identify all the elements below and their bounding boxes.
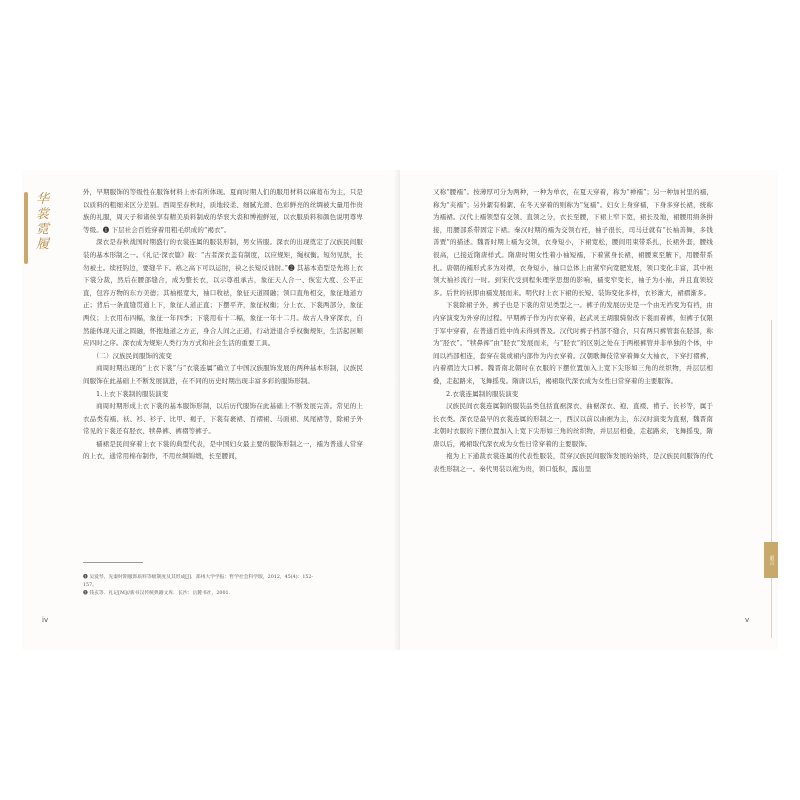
section-tab[interactable]: 前言: [764, 542, 778, 578]
footnote: ❷ 钱玄等．礼记[M]//新书汉传统典籍文库．长沙：岳麓书社，2001．: [83, 591, 234, 596]
paragraph: 商周时期形成上衣下裳的基本服饰形制，以后历代服饰在此基础上不断发展完善。常见的上衣品类有襦、袄、衫、衫子、比甲、褐子，下裳有裹裙、百褶裙、马面裙、凤尾裙等，除裙子外常见的下裳还有胫衣、犊鼻裤、裤褶等裤子。: [83, 402, 363, 436]
edge-hairline: [771, 578, 772, 638]
paragraph: 深衣是春秋战国时期盛行的衣裳连属的服装形制，男女皆服。深衣的出现奠定了汉族民间服装的基本形制之一。《礼记·深衣篇》载：“古者深衣盖有制度，以应规矩，绳权衡。短勿见肤，长勿被土。续衽钩边，要缝半下。袼之高下可以运肘，袂之长短反诎肘。”❷ 其基本造型是先将上衣下裳分裁，然后在腰部缝合，成为整长衣，以示尊祖承古，象征天人合一、恢宏大度、公平正直，包容万物的东方美德；其袖根宽大，袖口收祛，象征天道圆融；领口直角相交，象征地道方正；背后一条直缝贯通上下，象征人道正直；下摆平齐，象征权衡；分上衣、下裳两部分，象征两仪；上衣用布四幅，象征一年四季；下裳用布十二幅，象征一年十二月。故古人身穿深衣，自然能体现天道之圆融，怀抱地道之方正，身合人间之正道，行动进退合乎权衡规矩，生活起居顺应四时之序。深衣成为规矩人类行为方式和社会生活的重要工具。: [83, 238, 363, 348]
page-number-right: v: [745, 616, 750, 624]
footnote-rule: [83, 562, 143, 563]
edge-hairline: [771, 320, 772, 542]
ornament-char: 霓: [36, 222, 50, 237]
paragraph: 商周时期出现的“上衣下裳”与“衣裳连属”确立了中国汉族服饰发展的两种基本形制，汉族民间服饰在此基础上不断发展演进，在不同的历史时期出现丰富多彩的服饰形制。: [83, 364, 363, 385]
right-page: [400, 170, 778, 650]
book-spread: [22, 170, 778, 650]
chapter-ornament: [22, 192, 68, 268]
subsection-heading: 1.上衣下裳制的服装演变: [96, 389, 169, 398]
paragraph: 襦裙是民间穿着上衣下裳的典型代表，是中国妇女最主要的服饰形制之一，襦为普通人常穿的上衣，通常用棉布制作，不用丝绸锦缎，长至腰间，: [83, 439, 363, 461]
page-number-left: iv: [42, 616, 49, 624]
paragraph: 袍为上下通裁衣裳连属的代表性服装，贯穿汉族民间服饰发展的始终，是汉族民间服饰的代表性形制之一。秦代男装以袍为贵，领口低积，露出里: [433, 452, 713, 474]
paragraph: 汉族民间衣裳连属制的服装品类包括直裾深衣、曲裾深衣、袍、直裰、褙子、长衫等，属于长衣类。深衣是最早的衣裳连属的形制之一，西汉以前以曲裾为主，东汉时演变为直裾，魏晋南北朝时衣服的下摆位置加入上宽下尖形如三角的丝织物，并层层相叠，走起路来，飞舞摇曳，隋唐以后，褐裙取代深衣成为女性日常穿着的主要服饰。: [433, 402, 713, 448]
ornament-char: 裳: [36, 207, 50, 222]
footnote: ❶ 吴爱琴、先秦时期服饰质料等级制度及其形成[J]．郑州大学学报：哲学社会科学版，2012，45(4)：152-157。: [83, 575, 314, 588]
ornament-char: 履: [36, 237, 50, 252]
section-heading: （二）汉族民间服饰的流变: [92, 351, 172, 360]
footnotes: [83, 574, 323, 598]
right-text-column: [433, 186, 713, 476]
ornament-char: 华: [36, 192, 50, 207]
left-text-column: [83, 186, 363, 463]
paragraph-continued: 外，早期服饰的等级性在服饰材料上亦有所体现。夏商时期人们的服用材料以麻葛布为主，只是以质料的粗细来区分差别。西周至春秋时，质地较柔、细腻光滑、色彩鲜亮的丝绸被大量用作贵族的礼服，周天子和诸侯享有精美质料制成的华衮大裘和博袍鲜冠，以衣服质料和颜色说明尊卑等级。❶ 下层社会百姓穿着用粗毛织成的“褐衣”。: [83, 188, 363, 234]
paragraph-continued: 又称“腰襦”。按薄厚可分为两种，一种为单衣，在夏天穿着，称为“禅襦”；另一种加衬里的襦，称为“夹襦”；另外絮有棉絮、在冬天穿着的则称为“复襦”。妇女上身穿襦，下身多穿长裙，统称为襦裙。汉代上襦领型有交领、直领之分，衣长至腰，下裙上窄下宽，裙长及地，裙腰用绢条拼接，用腰部系带固定下裙。秦汉时期的襦为交领右衽，袖子很长，司马迁就有“长袖善舞，多钱善贾”的描述。魏晋时期上襦为交领，衣身短小，下裙宽松，腰间用束带系扎，长裙外套，腰线很高，已接近隋唐样式。隋唐时期女性着小袖短襦，下着紧身长裙，裙腰束至腋下，用腰带系扎。唐朝的襦形式多为对襟，衣身短小，袖口总体上由紧窄向宽肥发展，领口变化丰富，其中袒领大袖衫流行一时。到宋代受到程朱理学思想的影响，襦变窄变长，袖子为小袖，并且直领较多。后世的袄即由襦发展而来。明代时上衣下裙的长短、装饰变化多样，衣衫渐大，裙褶渐多。: [433, 188, 713, 297]
ornament-title: [36, 192, 52, 252]
paragraph: 下裳除裙子外，裤子也是下裳的常见类型之一。裤子的发展历史是一个由无裆变为有裆，由内穿演变为外穿的过程。早期裤子作为内衣穿着，赵武灵王胡服骑射改下裳而着裤，但裤子仅限于军中穿着，在普通百姓中尚未得到普及。汉代时裤子档部不缝合，只有两只裤管套在胫部，称为“胫衣”。“犊鼻裈”由“胫衣”发展而来，与“胫衣”的区别之处在于两根裤管并非单独的个体，中间以裆部相连，套穿在裳或裙内部作为内衣穿着。汉朝歌舞伎常穿着舞女大袖衣，下穿打褶裤，内着褶边大口裤。魏晋南北朝时在衣服的下摆位置加入上宽下尖形如三角的丝织物，并层层相叠，走起路来，飞舞摇曳。隋唐以后，褐裙取代深衣成为女性日常穿着的主要服饰。: [433, 301, 713, 385]
ornament-bar: [24, 192, 28, 264]
left-page: [22, 170, 400, 650]
subsection-heading: 2.衣裳连属制的服装演变: [446, 389, 519, 398]
